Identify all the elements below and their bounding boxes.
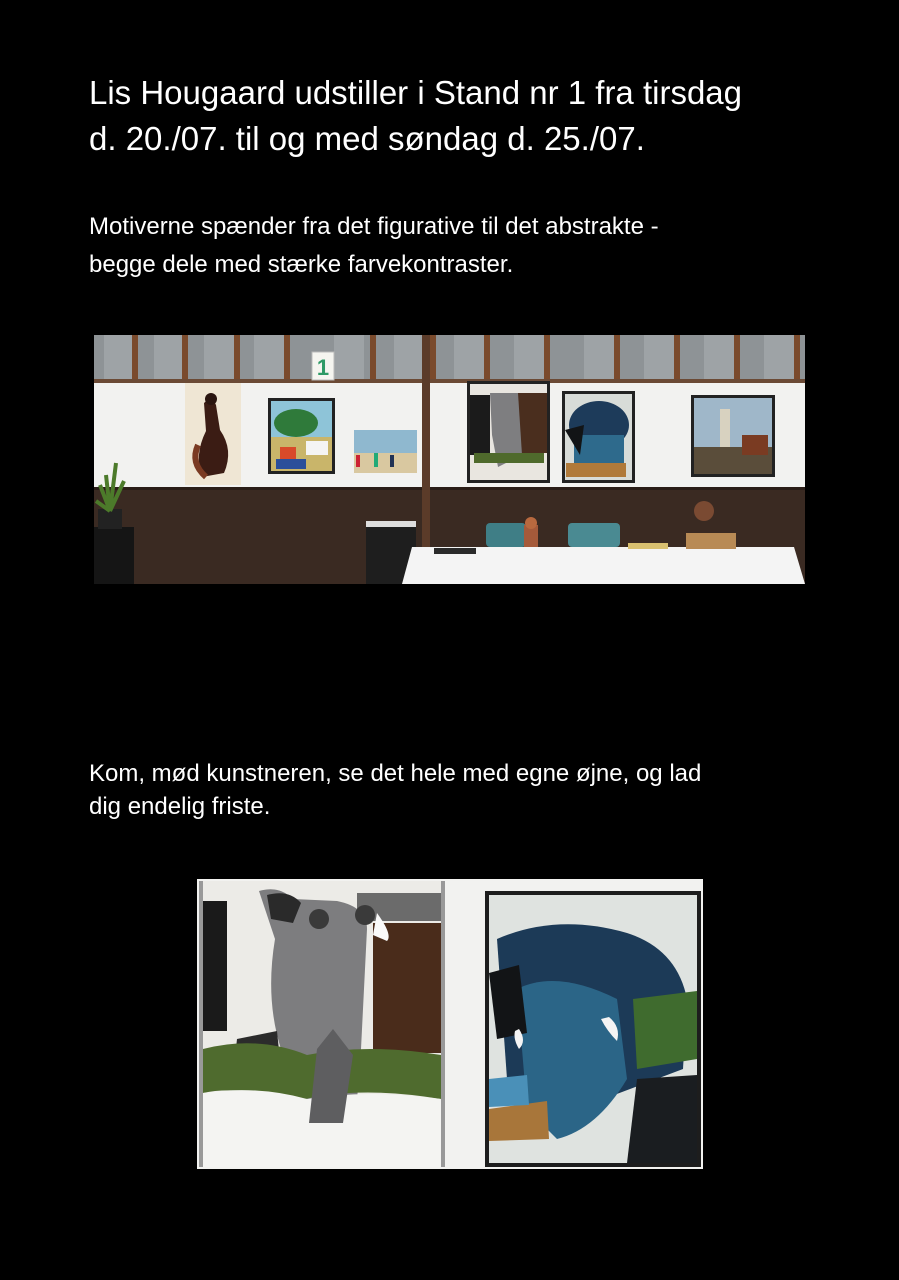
headline-line-2: d. 20./07. til og med søndag d. 25./07. (89, 120, 645, 157)
invitation (89, 757, 849, 823)
elephant-painting (199, 881, 445, 1167)
description (89, 208, 849, 284)
invitation-line-1: Kom, mød kunstneren, se det hele med egne øjne, og lad (89, 760, 702, 787)
headline-line-1: Lis Hougaard udstiller i Stand nr 1 fra tirsdag (89, 74, 743, 111)
description-line-1: Motiverne spænder fra det figurative til det abstrakte - (89, 213, 659, 240)
stand-number-sign: 1 (316, 355, 330, 380)
description-line-2: begge dele med stærke farvekontraster. (89, 251, 514, 278)
headline (89, 70, 869, 162)
invitation-line-2: dig endelig friste. (89, 793, 271, 820)
exhibition-stand-photo (94, 335, 805, 584)
paintings-photo (197, 879, 703, 1169)
bull-painting (485, 891, 701, 1167)
